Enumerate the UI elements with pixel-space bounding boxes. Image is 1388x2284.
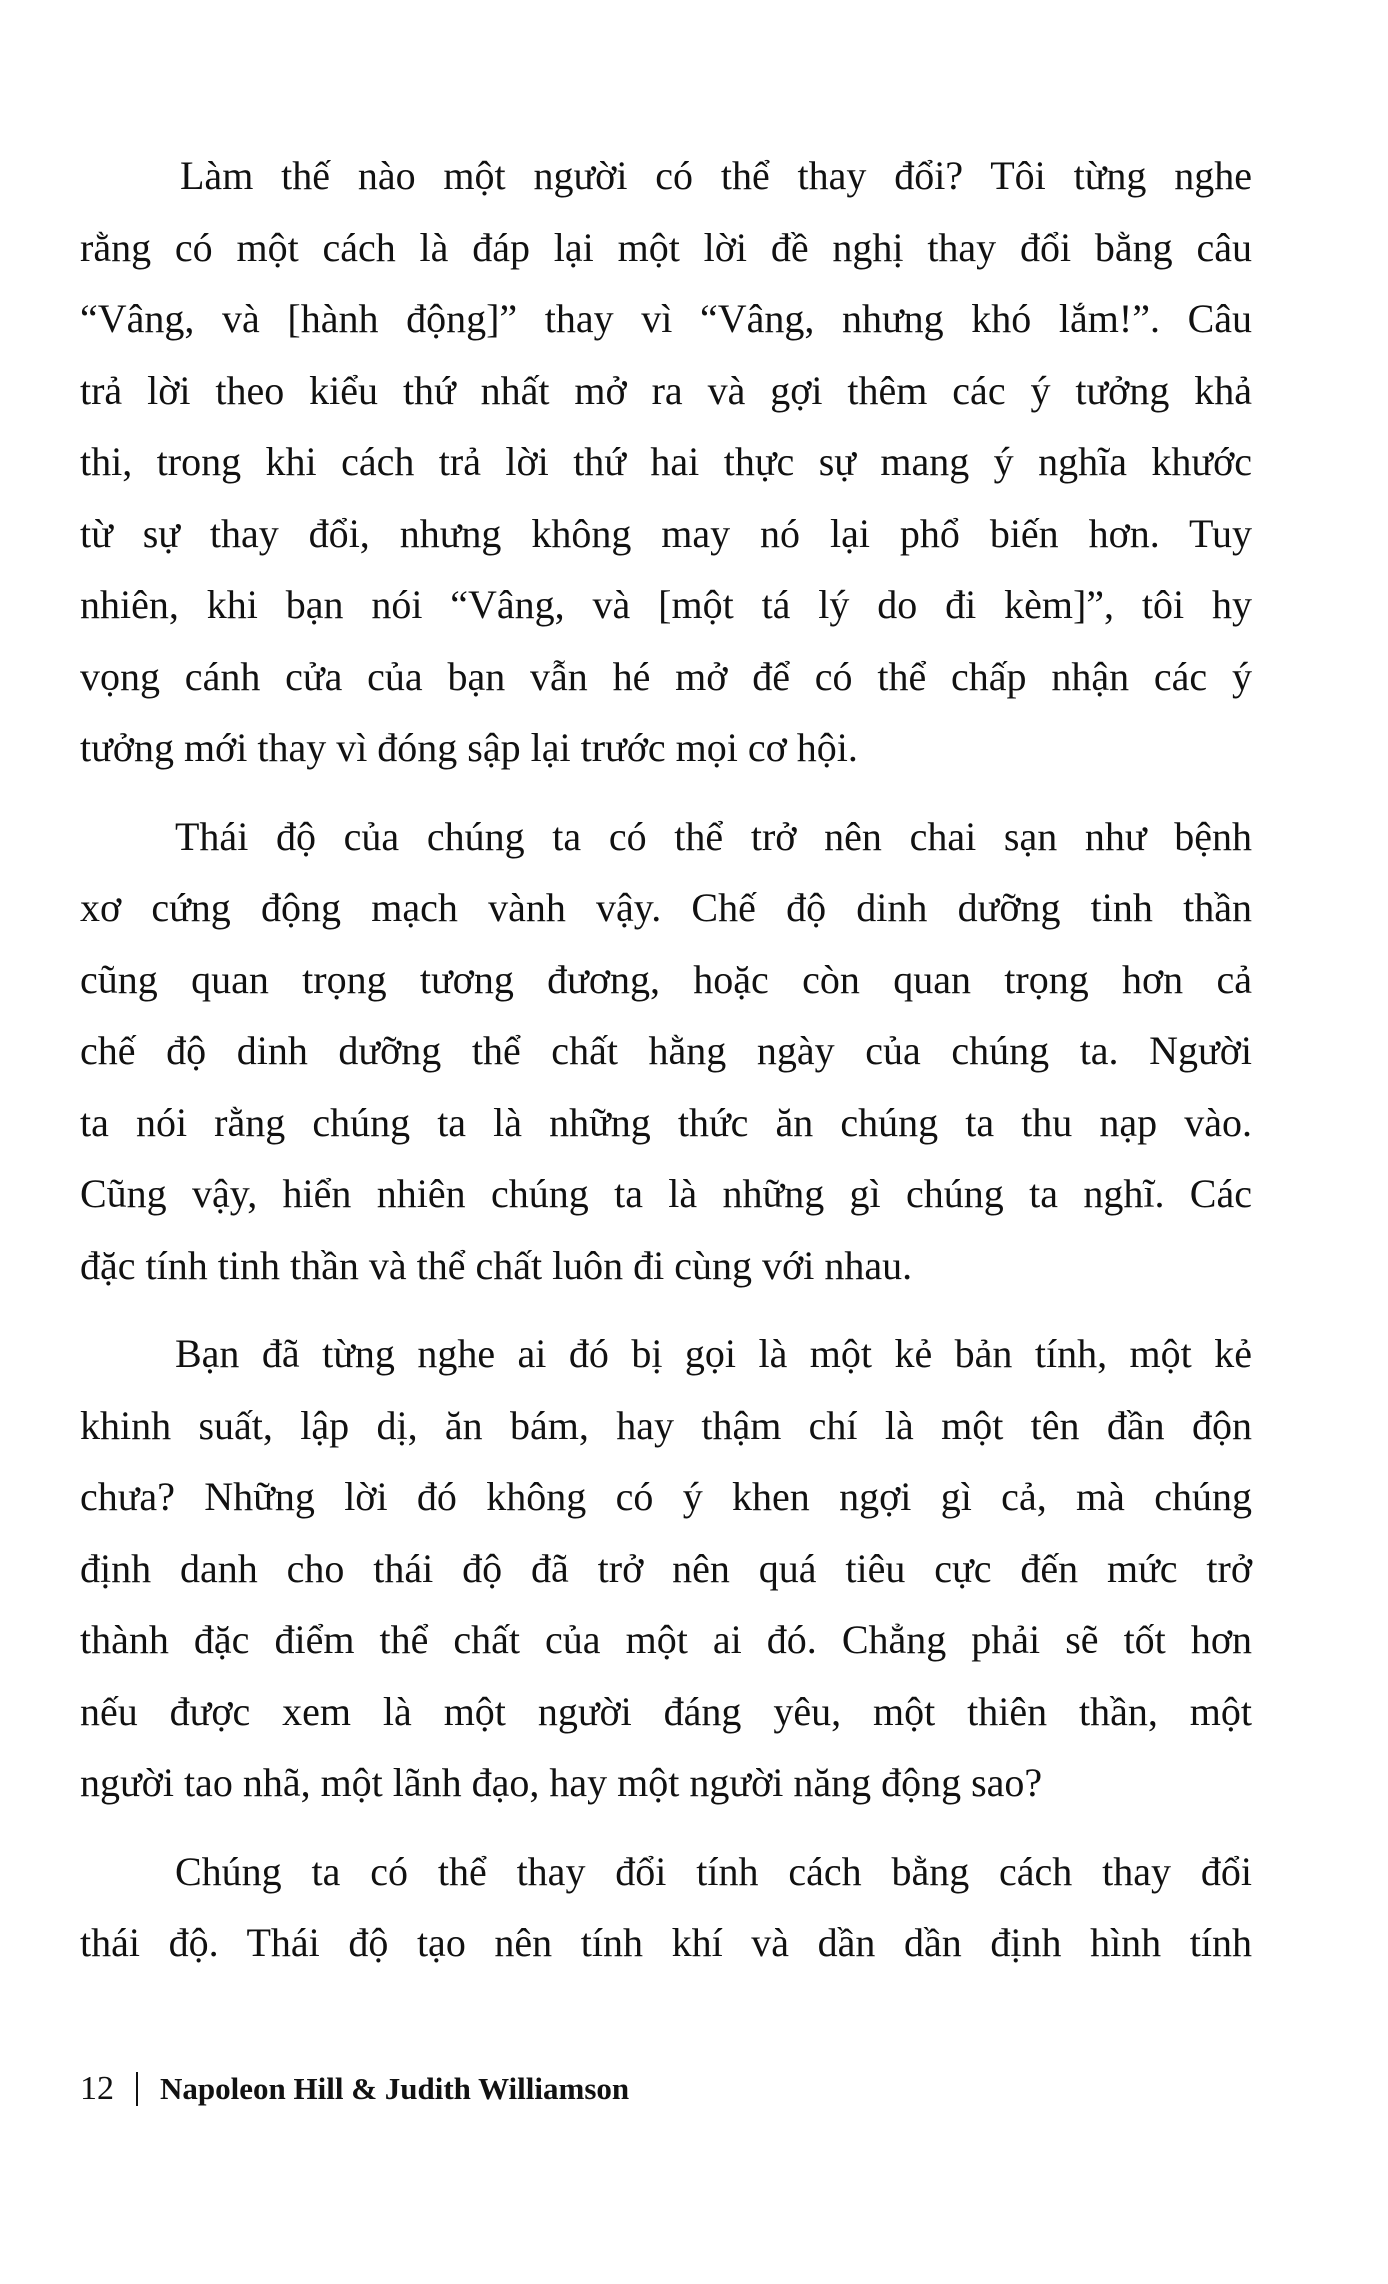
text-line: Cũng vậy, hiển nhiên chúng ta là những gì chúng ta nghĩ. Các — [80, 1171, 1252, 1216]
footer-divider — [136, 2072, 138, 2106]
book-page-body — [80, 140, 1252, 1996]
text-line: chế độ dinh dưỡng thể chất hằng ngày của chúng ta. Người — [80, 1028, 1252, 1073]
text-line: Bạn đã từng nghe ai đó bị gọi là một kẻ bản tính, một kẻ — [175, 1331, 1252, 1376]
page-footer — [80, 2070, 629, 2108]
text-line: cũng quan trọng tương đương, hoặc còn quan trọng hơn cả — [80, 956, 1252, 1002]
paragraph — [80, 140, 1252, 784]
text-line: nhiên, khi bạn nói “Vâng, và [một tá lý do đi kèm]”, tôi hy — [80, 582, 1252, 627]
text-line: định danh cho thái độ đã trở nên quá tiêu cực đến mức trở — [80, 1545, 1252, 1591]
paragraph — [80, 1836, 1252, 1979]
text-line: trả lời theo kiểu thứ nhất mở ra và gợi thêm các ý tưởng khả — [80, 367, 1252, 413]
text-line: tưởng mới thay vì đóng sập lại trước mọi cơ hội. — [80, 725, 858, 770]
paragraph — [80, 801, 1252, 1302]
text-line: khinh suất, lập dị, ăn bám, hay thậm chí là một tên đần độn — [80, 1402, 1252, 1448]
text-line: chưa? Những lời đó không có ý khen ngợi gì cả, mà chúng — [80, 1474, 1252, 1519]
text-line: Chúng ta có thể thay đổi tính cách bằng cách thay đổi — [175, 1848, 1252, 1894]
text-line: “Vâng, và [hành động]” thay vì “Vâng, nhưng khó lắm!”. Câu — [80, 296, 1252, 341]
text-line: ta nói rằng chúng ta là những thức ăn chúng ta thu nạp vào. — [80, 1099, 1252, 1145]
text-line: người tao nhã, một lãnh đạo, hay một người năng động sao? — [80, 1760, 1043, 1805]
paragraph — [80, 1318, 1252, 1819]
text-line: thi, trong khi cách trả lời thứ hai thực sự mang ý nghĩa khước — [80, 439, 1252, 484]
text-line: rằng có một cách là đáp lại một lời đề nghị thay đổi bằng câu — [80, 224, 1252, 270]
text-line: thái độ. Thái độ tạo nên tính khí và dần dần định hình tính — [80, 1920, 1252, 1965]
text-line: xơ cứng động mạch vành vậy. Chế độ dinh dưỡng tinh thần — [80, 885, 1252, 930]
text-line: nếu được xem là một người đáng yêu, một thiên thần, một — [80, 1688, 1252, 1734]
text-line: đặc tính tinh thần và thể chất luôn đi cùng với nhau. — [80, 1242, 913, 1288]
page-number: 12 — [80, 2070, 114, 2107]
text-line: Làm thế nào một người có thể thay đổi? Tôi từng nghe — [180, 153, 1252, 198]
running-footer-authors: Napoleon Hill & Judith Williamson — [160, 2071, 630, 2106]
text-line: Thái độ của chúng ta có thể trở nên chai sạn như bệnh — [175, 813, 1252, 859]
text-line: từ sự thay đổi, nhưng không may nó lại phổ biến hơn. Tuy — [80, 510, 1252, 556]
text-line: thành đặc điểm thể chất của một ai đó. Chẳng phải sẽ tốt hơn — [80, 1617, 1252, 1662]
text-line: vọng cánh cửa của bạn vẫn hé mở để có thể chấp nhận các ý — [80, 653, 1252, 699]
